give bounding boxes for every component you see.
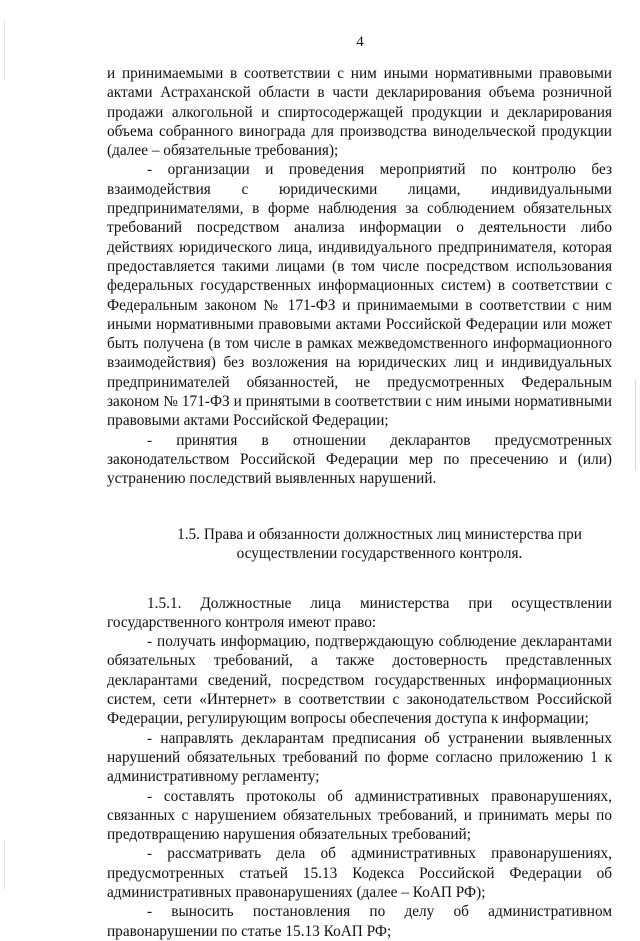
section-heading [107, 525, 612, 564]
page-number: 4 [356, 34, 364, 50]
paragraph-right-information: - получать информацию, подтверждающую соблюдение декларантами обязательных требований, а также достоверность представленных декларантами сведений, посредством государственных информационных систем, сети «Интернет» в соответствии с законодательством Российской Федерации, регулирующим вопросы обеспечения доступа к информации; [107, 633, 612, 728]
scan-edge-left-bottom [4, 840, 5, 890]
section-heading-line-2: осуществлении государственного контроля. [236, 545, 523, 563]
paragraph-right-protocols: - составлять протоколы об административных правонарушениях, связанных с нарушением обязательных требований, и принимать меры по предотвращению нарушения обязательных требований; [107, 787, 612, 844]
scan-edge-right [635, 380, 636, 470]
paragraph-rights-intro: 1.5.1. Должностные лица министерства при осуществлении государственного контроля имеют право: [107, 594, 612, 631]
paragraph-monitoring: - организации и проведения мероприятий по контролю без взаимодействия с юридическими лицами, индивидуальными предпринимателями, в форме наблюдения за соблюдением обязательных требований посредством анализа информации о деятельности либо действиях юридического лица, индивидуального предпринимателя, которая предоставляется такими лицами (в том числе посредством использования федеральных государственных информационных систем) в соответствии с Федеральным законом № 171-ФЗ и принимаемыми в соответствии с ним иными нормативными правовыми актами Российской Федерации или может быть получена (в том числе в рамках межведомственного информационного взаимодействия) без возложения на юридических лиц и индивидуальных предпринимателей обязанностей, не предусмотренных Федеральным законом № 171-ФЗ и принятыми в соответствии с ним иными нормативными правовыми актами Российской Федерации; [107, 161, 612, 430]
section-heading-line-1: 1.5. Права и обязанности должностных лиц министерства при [177, 525, 582, 543]
paragraph-right-cases: - рассматривать дела об административных правонарушениях, предусмотренных статьей 15.13 Кодекса Российской Федерации об административных правонарушениях (далее – КоАП РФ); [107, 845, 612, 901]
paragraph-right-prescriptions: - направлять декларантам предписания об устранении выявленных нарушений обязательных требований по форме согласно приложению 1 к административному регламенту; [107, 729, 612, 786]
paragraph-measures: - принятия в отношении декларантов предусмотренных законодательством Российской Федерации мер по пресечению и (или) устранению последствий выявленных нарушений. [107, 431, 612, 488]
paragraph-continuation: и принимаемыми в соответствии с ним иными нормативными правовыми актами Астраханской области в части декларирования объема розничной продажи алкогольной и спиртосодержащей продукции и декларирования объема собранного винограда для производства винодельческой продукции (далее – обязательные требования); [107, 65, 612, 160]
document-body [107, 64, 612, 941]
paragraph-right-resolutions: - выносить постановления по делу об административном правонарушении по статье 15.13 КоАП РФ; [107, 903, 612, 940]
